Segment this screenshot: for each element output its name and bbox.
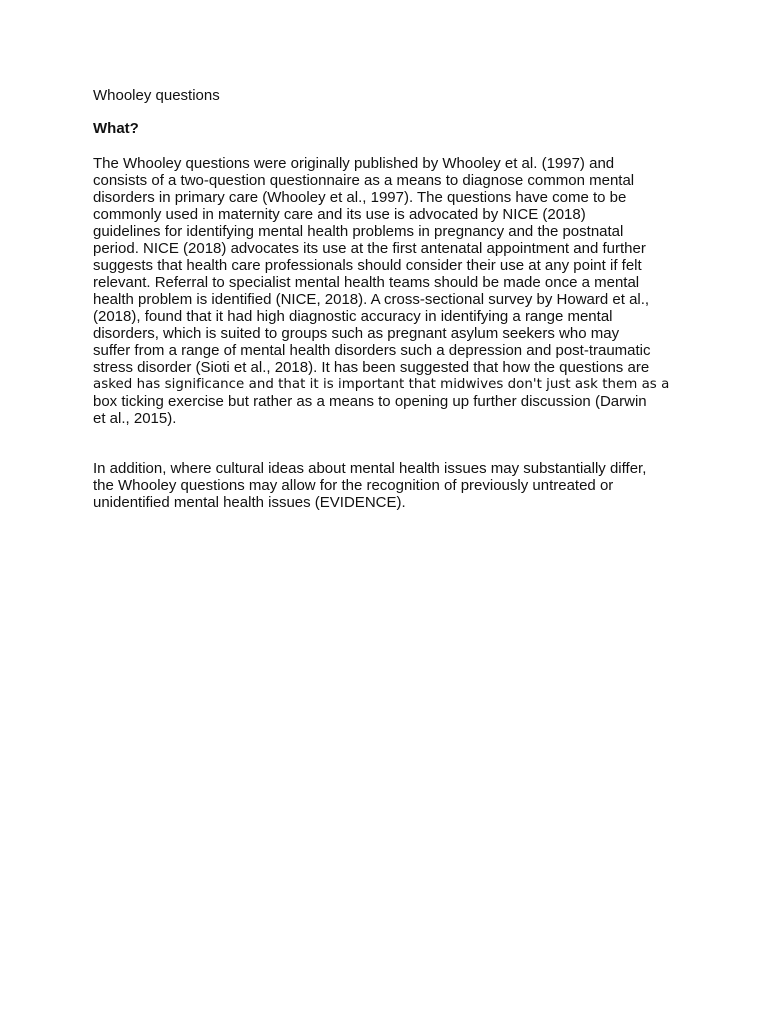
paragraph-line: relevant. Referral to specialist mental health teams should be made once a mental bbox=[93, 274, 640, 291]
paragraph-line: suffer from a range of mental health disorders such a depression and post-traumatic bbox=[93, 342, 651, 359]
paragraph-line: In addition, where cultural ideas about mental health issues may substantially differ, bbox=[93, 460, 647, 477]
section-heading-what: What? bbox=[93, 120, 139, 137]
paragraph-line: suggests that health care professionals should consider their use at any point if felt bbox=[93, 257, 642, 274]
paragraph-line: stress disorder (Sioti et al., 2018). It has been suggested that how the questions are bbox=[93, 359, 650, 376]
paragraph-line: period. NICE (2018) advocates its use at the first antenatal appointment and further bbox=[93, 240, 646, 257]
paragraph-line: (2018), found that it had high diagnostic accuracy in identifying a range mental bbox=[93, 308, 613, 325]
paragraph-line: commonly used in maternity care and its use is advocated by NICE (2018) bbox=[93, 206, 586, 223]
paragraph-line: the Whooley questions may allow for the recognition of previously untreated or bbox=[93, 477, 614, 494]
paragraph-line: asked has significance and that it is important that midwives don't just ask them as a bbox=[93, 377, 670, 392]
paragraph-overview bbox=[93, 155, 675, 427]
paragraph-line: disorders in primary care (Whooley et al., 1997). The questions have come to be bbox=[93, 189, 627, 206]
paragraph-cultural-context bbox=[93, 460, 675, 511]
paragraph-line: unidentified mental health issues (EVIDENCE). bbox=[93, 494, 406, 511]
paragraph-line: health problem is identified (NICE, 2018). A cross-sectional survey by Howard et al., bbox=[93, 291, 650, 308]
paragraph-line: disorders, which is suited to groups such as pregnant asylum seekers who may bbox=[93, 325, 620, 342]
document-body bbox=[93, 87, 675, 511]
paragraph-line: guidelines for identifying mental health problems in pregnancy and the postnatal bbox=[93, 223, 624, 240]
paragraph-line: The Whooley questions were originally published by Whooley et al. (1997) and bbox=[93, 155, 615, 172]
paragraph-line: et al., 2015). bbox=[93, 410, 177, 427]
paragraph-line: box ticking exercise but rather as a means to opening up further discussion (Darwin bbox=[93, 393, 647, 410]
paragraph-line: consists of a two-question questionnaire as a means to diagnose common mental bbox=[93, 172, 635, 189]
document-title: Whooley questions bbox=[93, 87, 220, 104]
